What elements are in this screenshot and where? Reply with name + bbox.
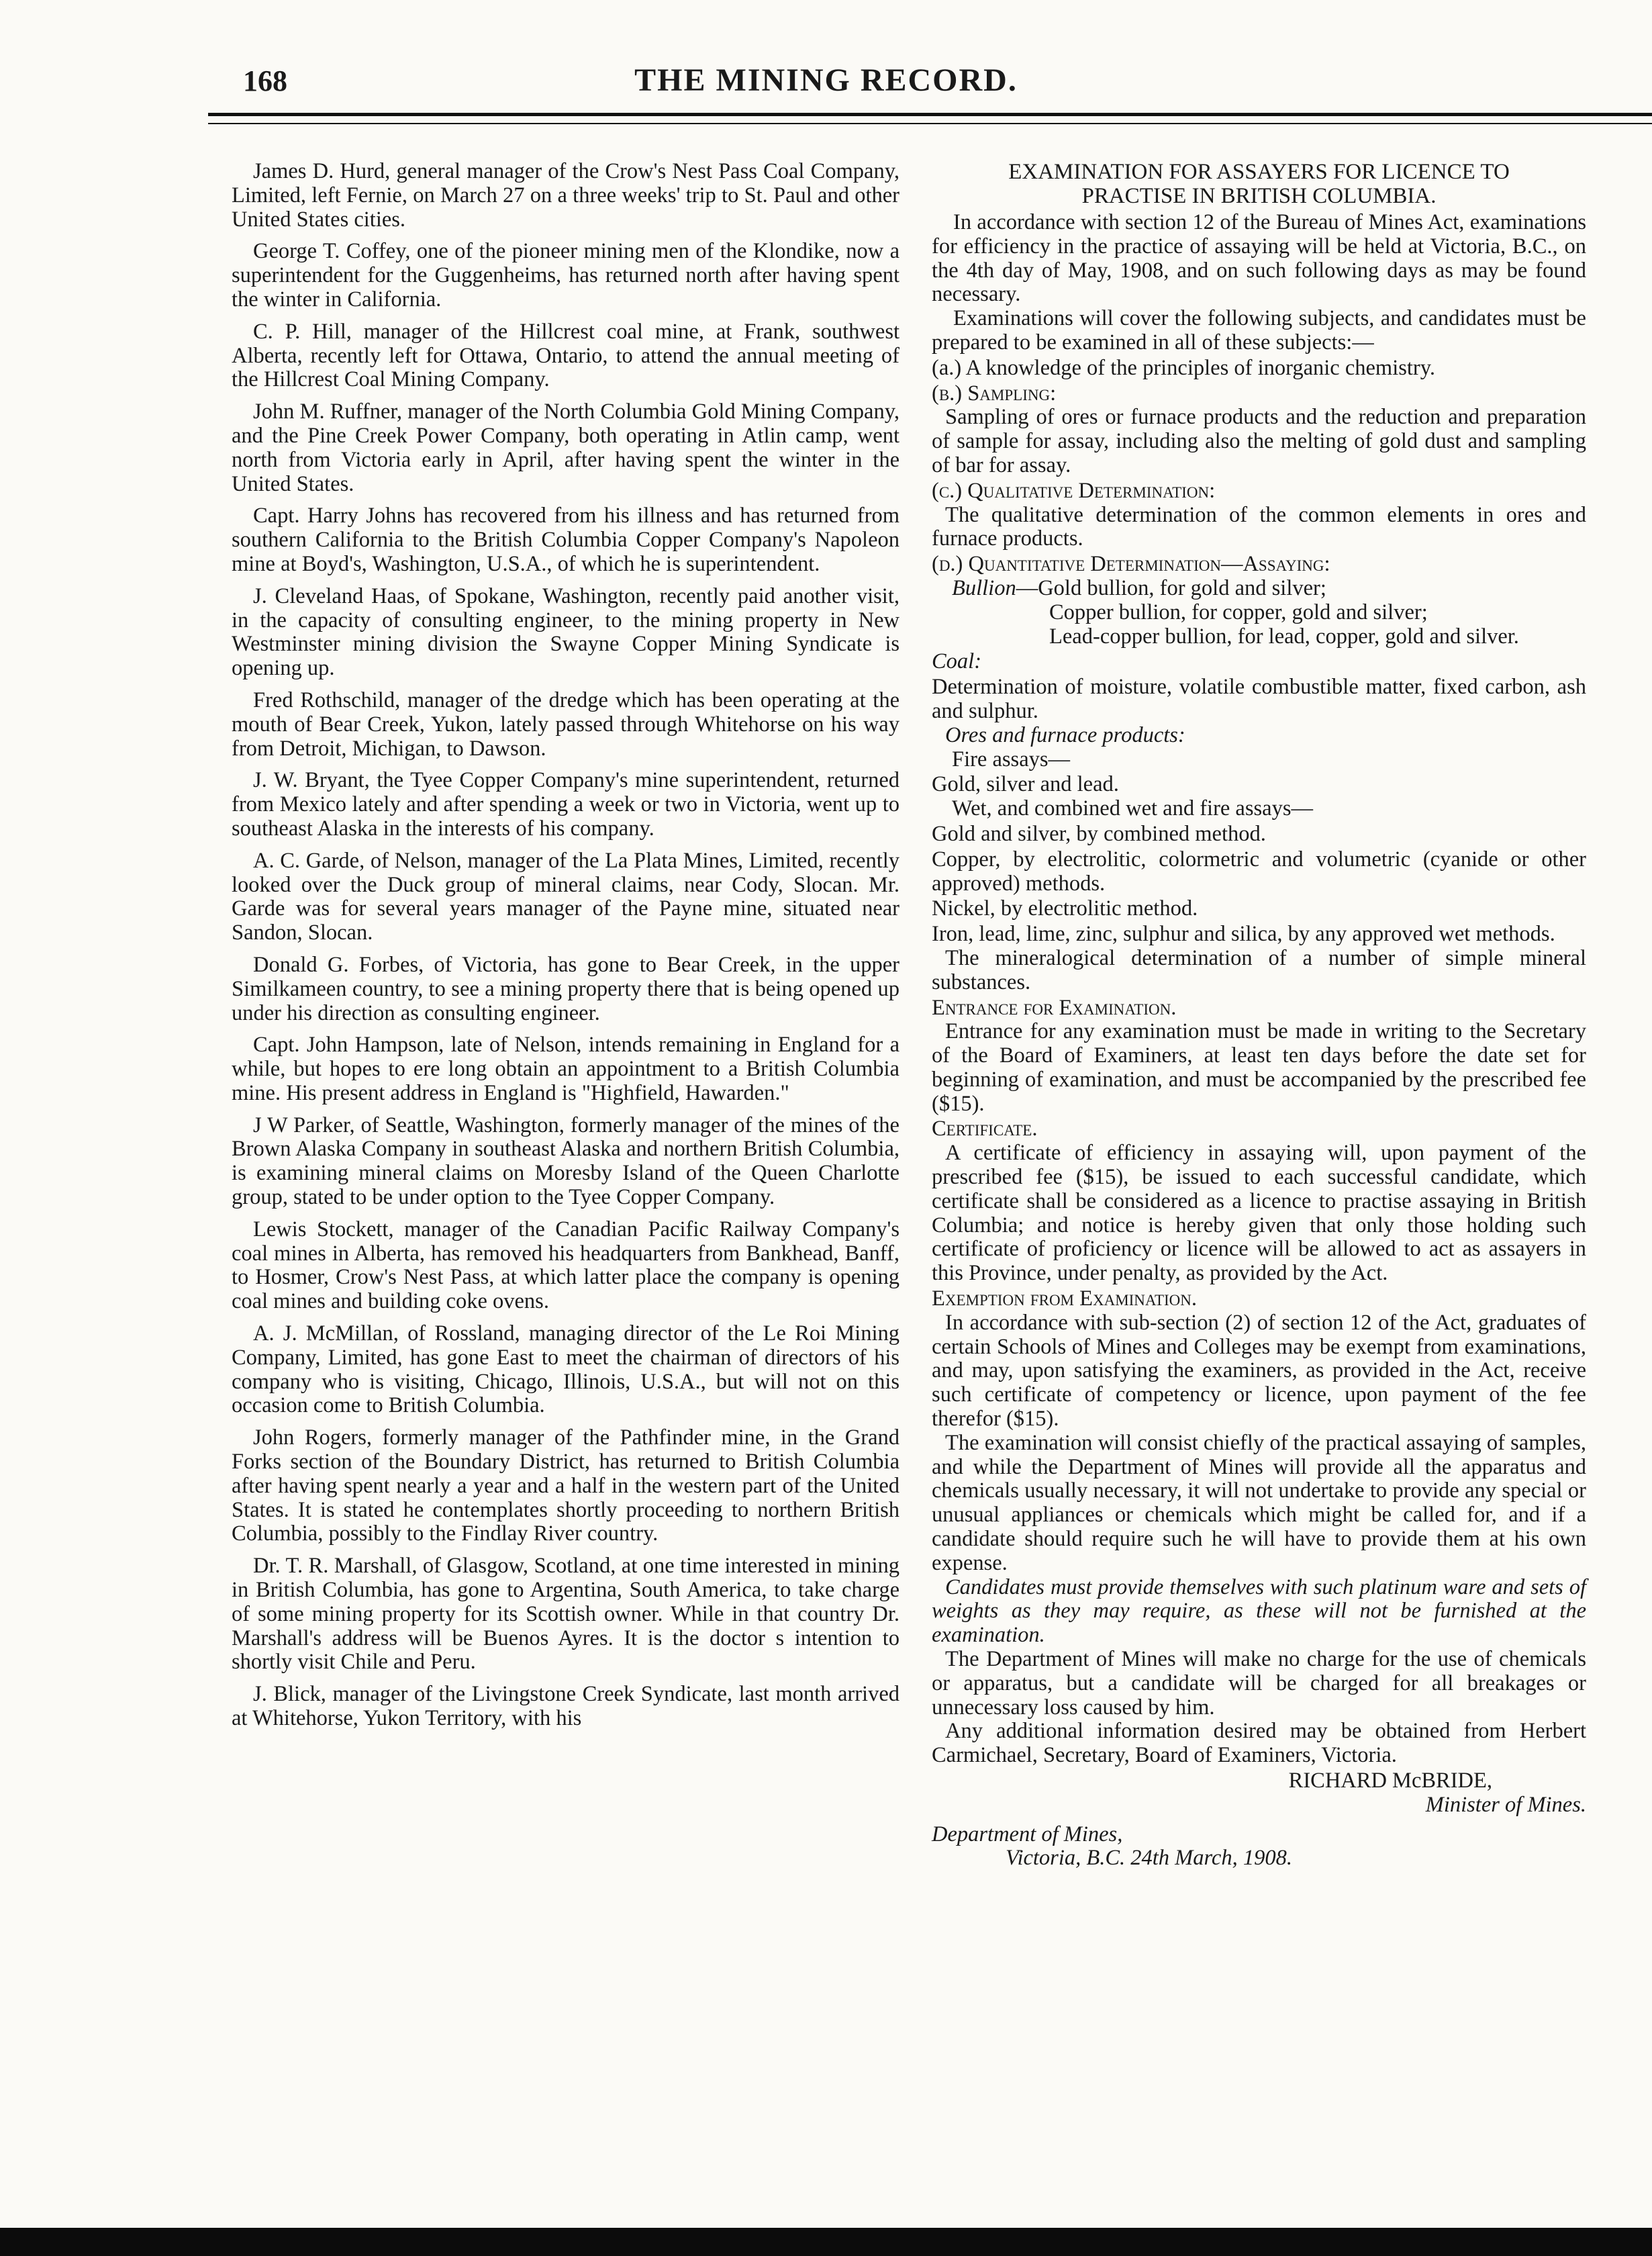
news-item: Capt. Harry Johns has recovered from his illness and has returned from southern California to the British Columbia Copper Company's Napoleon mine at Boyd's, Washington, U.S.A., of which he is superintendent. [232,504,900,576]
news-item: A. J. McMillan, of Rossland, managing director of the Le Roi Mining Company, Limited, has gone East to meet the chairman of directors of his company who is visiting, Chicago, Illinois, U.S.A., but will not on this occasion come to British Columbia. [232,1321,900,1418]
subject-a: (a.) A knowledge of the principles of inorganic chemistry. [932,355,1436,380]
charge-text: The Department of Mines will make no charge for the use of chemicals or apparatus, but a candidate will be charged for all breakages or unnecessary loss caused by him. [932,1647,1586,1720]
coal-text: Determination of moisture, volatile combustible matter, fixed carbon, ash and sulphur. [932,675,1586,723]
news-item: John M. Ruffner, manager of the North Columbia Gold Mining Company, and the Pine Creek Power Company, both operating in Atlin camp, went north from Victoria early in April, after having spent the winter in the United States. [232,399,900,496]
left-column [232,160,900,1739]
header-rule-thick [208,113,1652,116]
news-item: A. C. Garde, of Nelson, manager of the La Plata Mines, Limited, recently looked over the Duck group of mineral claims, near Cody, Slocan. Mr. Garde was for several years manager of the Payne mine, situated near Sandon, Slocan. [232,848,900,945]
bullion-lead-copper: Lead-copper bullion, for lead, copper, gold and silver. [1049,624,1519,649]
exemption-heading: Exemption from Examination. [932,1286,1198,1311]
iron-method: Iron, lead, lime, zinc, sulphur and silica, by any approved wet methods. [932,922,1555,947]
fire-gold: Gold, silver and lead. [932,772,1119,797]
wet-fire-assays: Wet, and combined wet and fire assays— [952,796,1313,821]
news-item: J W Parker, of Seattle, Washington, formerly manager of the mines of the Brown Alaska Company in southeast Alaska and northern British Columbia, is examining mineral claims on Moresby Island of the Queen Charlotte group, stated to be under option to the Tyee Copper Company. [232,1113,900,1210]
header-rule-thin [208,123,1652,124]
ores-heading: Ores and furnace products: [945,722,1185,747]
date-line: Victoria, B.C. 24th March, 1908. [1006,1846,1292,1871]
bullion-line [932,577,1586,601]
news-item: Capt. John Hampson, late of Nelson, intends remaining in England for a while, but hopes to ere long obtain an appointment to a British Columbia mine. His present address in England is "Highfield, Hawarden." [232,1033,900,1105]
practical-text: The examination will consist chiefly of the practical assaying of samples, and while the Department of Mines will provide all the apparatus and chemicals usually necessary, it will not undertake to provide any special or unusual appliances or chemicals which might be called for, and if a candidate should require such he will have to provide them at his own expense. [932,1430,1586,1575]
bullion-gold: —Gold bullion, for gold and silver; [1016,575,1326,600]
wet-gold: Gold and silver, by combined method. [932,821,1266,846]
news-item: James D. Hurd, general manager of the Crow's Nest Pass Coal Company, Limited, left Fernie, on March 27 on a three weeks' trip to St. Paul and other United States cities. [232,159,900,232]
section-title-line1: EXAMINATION FOR ASSAYERS FOR LICENCE TO [1008,160,1510,184]
subject-b-heading: (b.) Sampling: [932,381,1057,406]
fire-assays: Fire assays— [952,747,1071,771]
mineralogical: The mineralogical determination of a number of simple mineral substances. [932,945,1586,994]
news-item: J. Cleveland Haas, of Spokane, Washington, recently paid another visit, in the capacity of consulting engineer, to the mining property in New Westminster mining division the Swayne Copper Mining Syndicate is opening up. [232,583,900,681]
intro-paragraph: In accordance with section 12 of the Bureau of Mines Act, examinations for efficiency in the practice of assaying will be held at Victoria, B.C., on the 4th day of May, 1908, and on such following days as may be found necessary. [932,210,1586,307]
subjects-intro: Examinations will cover the following subjects, and candidates must be prepared to be examined in all of these subjects:— [932,306,1586,355]
news-item: J. W. Bryant, the Tyee Copper Company's mine superintendent, returned from Mexico lately and after spending a week or two in Victoria, went up to southeast Alaska in the interests of his company. [232,768,900,841]
subject-c-heading: (c.) Qualitative Determination: [932,478,1216,503]
news-item: C. P. Hill, manager of the Hillcrest coal mine, at Frank, southwest Alberta, recently left for Ottawa, Ontario, to attend the annual meeting of the Hillcrest Coal Mining Company. [232,319,900,392]
signatory-name: RICHARD McBRIDE, [1288,1769,1492,1793]
section-title [932,160,1586,208]
news-item: Donald G. Forbes, of Victoria, has gone to Bear Creek, in the upper Similkameen country, to see a mining property there that is being opened up under his direction as consulting engineer. [232,952,900,1025]
page-bottom-border [0,2228,1652,2256]
department-line: Department of Mines, [932,1822,1123,1846]
bullion-copper: Copper bullion, for copper, gold and silver; [1049,600,1428,624]
bullion-label: Bullion [952,575,1016,600]
info-text: Any additional information desired may be obtained from Herbert Carmichael, Secretary, Board of Examiners, Victoria. [932,1719,1586,1768]
entrance-heading: Entrance for Examination. [932,995,1177,1020]
nickel-method: Nickel, by electrolitic method. [932,896,1198,921]
news-item: John Rogers, formerly manager of the Pathfinder mine, in the Grand Forks section of the Boundary District, has returned to British Columbia after having spent nearly a year and a half in the western part of the United States. It is stated he contemplates shortly proceeding to northern British Columbia, possibly to the Findlay River country. [232,1425,900,1546]
news-item: Dr. T. R. Marshall, of Glasgow, Scotland, at one time interested in mining in British Columbia, has gone to Argentina, South America, to take charge of some mining property for its Scottish owner. While in that country Dr. Marshall's address will be Buenos Ayres. It is the doctor s intention to shortly visit Chile and Peru. [232,1554,900,1675]
page-number: 168 [243,64,287,97]
section-title-line2: PRACTISE IN BRITISH COLUMBIA. [1081,184,1437,208]
exemption-text: In accordance with sub-section (2) of section 12 of the Act, graduates of certain Schools of Mines and Colleges may be exempt from examinations, and may, upon satisfying the examiners, as provided in the Act, receive such certificate of competency or licence, upon payment of the fee therefor ($15). [932,1310,1586,1431]
certificate-text: A certificate of efficiency in assaying will, upon payment of the prescribed fee ($15), be issued to each successful candidate, which certificate shall be considered as a licence to practise assaying in British Columbia; and notice is hereby given that only those holding such certificate of proficiency or licence will be allowed to act as assayers in this Province, under penalty, as provided by the Act. [932,1141,1586,1286]
platinum-text: Candidates must provide themselves with such platinum ware and sets of weights as they may require, as these will not be furnished at the examination. [932,1574,1586,1648]
coal-heading: Coal: [932,649,982,674]
news-item: Lewis Stockett, manager of the Canadian Pacific Railway Company's coal mines in Alberta, has removed his headquarters from Bankhead, Banff, to Hosmer, Crow's Nest Pass, at which latter place the company is opening coal mines and building coke ovens. [232,1217,900,1314]
subject-d-heading: (d.) Quantitative Determination—Assaying: [932,552,1330,577]
entrance-text: Entrance for any examination must be made in writing to the Secretary of the Board of Examiners, at least ten days before the date set for beginning of examination, and must be accompanied by the prescribed fee ($15). [932,1019,1586,1116]
news-item: Fred Rothschild, manager of the dredge which has been operating at the mouth of Bear Creek, Yukon, lately passed through Whitehorse on his way from Detroit, Michigan, to Dawson. [232,688,900,761]
subject-b-text: Sampling of ores or furnace products and the reduction and preparation of sample for assay, including also the melting of gold dust and sampling of bar for assay. [932,405,1586,477]
copper-method: Copper, by electrolitic, colormetric and volumetric (cyanide or other approved) methods. [932,847,1586,896]
subject-c-text: The qualitative determination of the common elements in ores and furnace products. [932,502,1586,551]
news-item: J. Blick, manager of the Livingstone Creek Syndicate, last month arrived at Whitehorse, Yukon Territory, with his [232,1682,900,1731]
certificate-heading: Certificate. [932,1117,1038,1141]
news-item: George T. Coffey, one of the pioneer mining men of the Klondike, now a superintendent for the Guggenheims, has returned north after having spent the winter in California. [232,239,900,312]
page-header-title: THE MINING RECORD. [634,62,1018,98]
signatory-title: Minister of Mines. [1425,1792,1586,1817]
right-column [932,160,1586,1871]
